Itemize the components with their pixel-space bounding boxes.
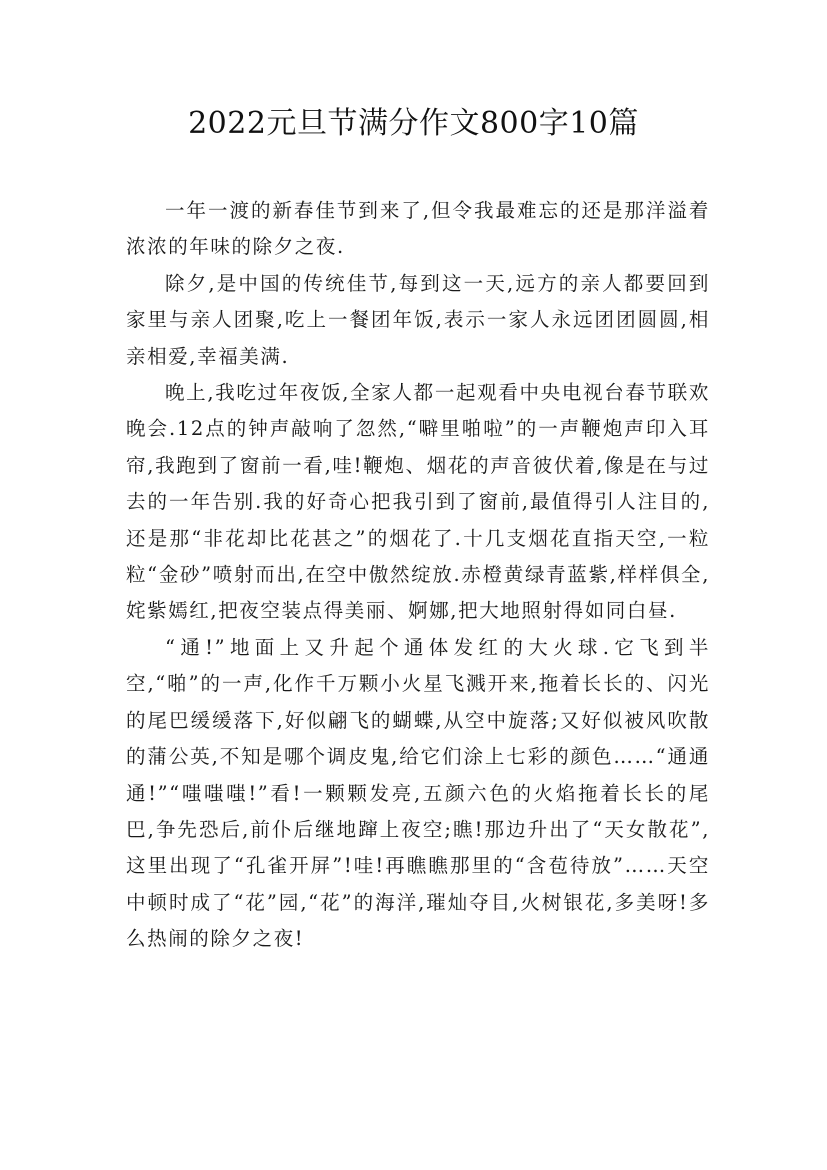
paragraph-3: 晚上,我吃过年夜饭,全家人都一起观看中央电视台春节联欢晚会.12点的钟声敲响了忽然,“噼里啪啦”的一声鞭炮声印入耳帘,我跑到了窗前一看,哇!鞭炮、烟花的声音彼伏着,像是在与过去的一年告别.我的好奇心把我引到了窗前,最值得引人注目的,还是那“非花却比花甚之”的烟花了.十几支烟花直指天空,一粒粒“金砂”喷射而出,在空中傲然绽放.赤橙黄绿青蓝紫,样样俱全,姹紫嫣红,把夜空装点得美丽、婀娜,把大地照射得如同白昼. — [126, 381, 710, 623]
document-body — [126, 193, 710, 958]
paragraph-4: “通!”地面上又升起个通体发红的大火球.它飞到半空,“啪”的一声,化作千万颗小火星飞溅开来,拖着长长的、闪光的尾巴缓缓落下,好似翩飞的蝴蝶,从空中旋落;又好似被风吹散的蒲公英,不知是哪个调皮鬼,给它们涂上七彩的颜色……“通通通!”“嗤嗤嗤!”看!一颗颗发亮,五颜六色的火焰拖着长长的尾巴,争先恐后,前仆后继地蹿上夜空;瞧!那边升出了“天女散花”,这里出现了“孔雀开屏”!哇!再瞧瞧那里的“含苞待放”……天空中顿时成了“花”园,“花”的海洋,璀灿夺目,火树银花,多美呀!多么热闹的除夕之夜! — [126, 635, 710, 951]
document-title: 2022元旦节满分作文800字10篇 — [188, 106, 639, 141]
paragraph-2: 除夕,是中国的传统佳节,每到这一天,远方的亲人都要回到家里与亲人团聚,吃上一餐团年饭,表示一家人永远团团圆圆,相亲相爱,幸福美满. — [126, 271, 710, 368]
paragraph-1: 一年一渡的新春佳节到来了,但令我最难忘的还是那洋溢着浓浓的年味的除夕之夜. — [126, 199, 710, 259]
